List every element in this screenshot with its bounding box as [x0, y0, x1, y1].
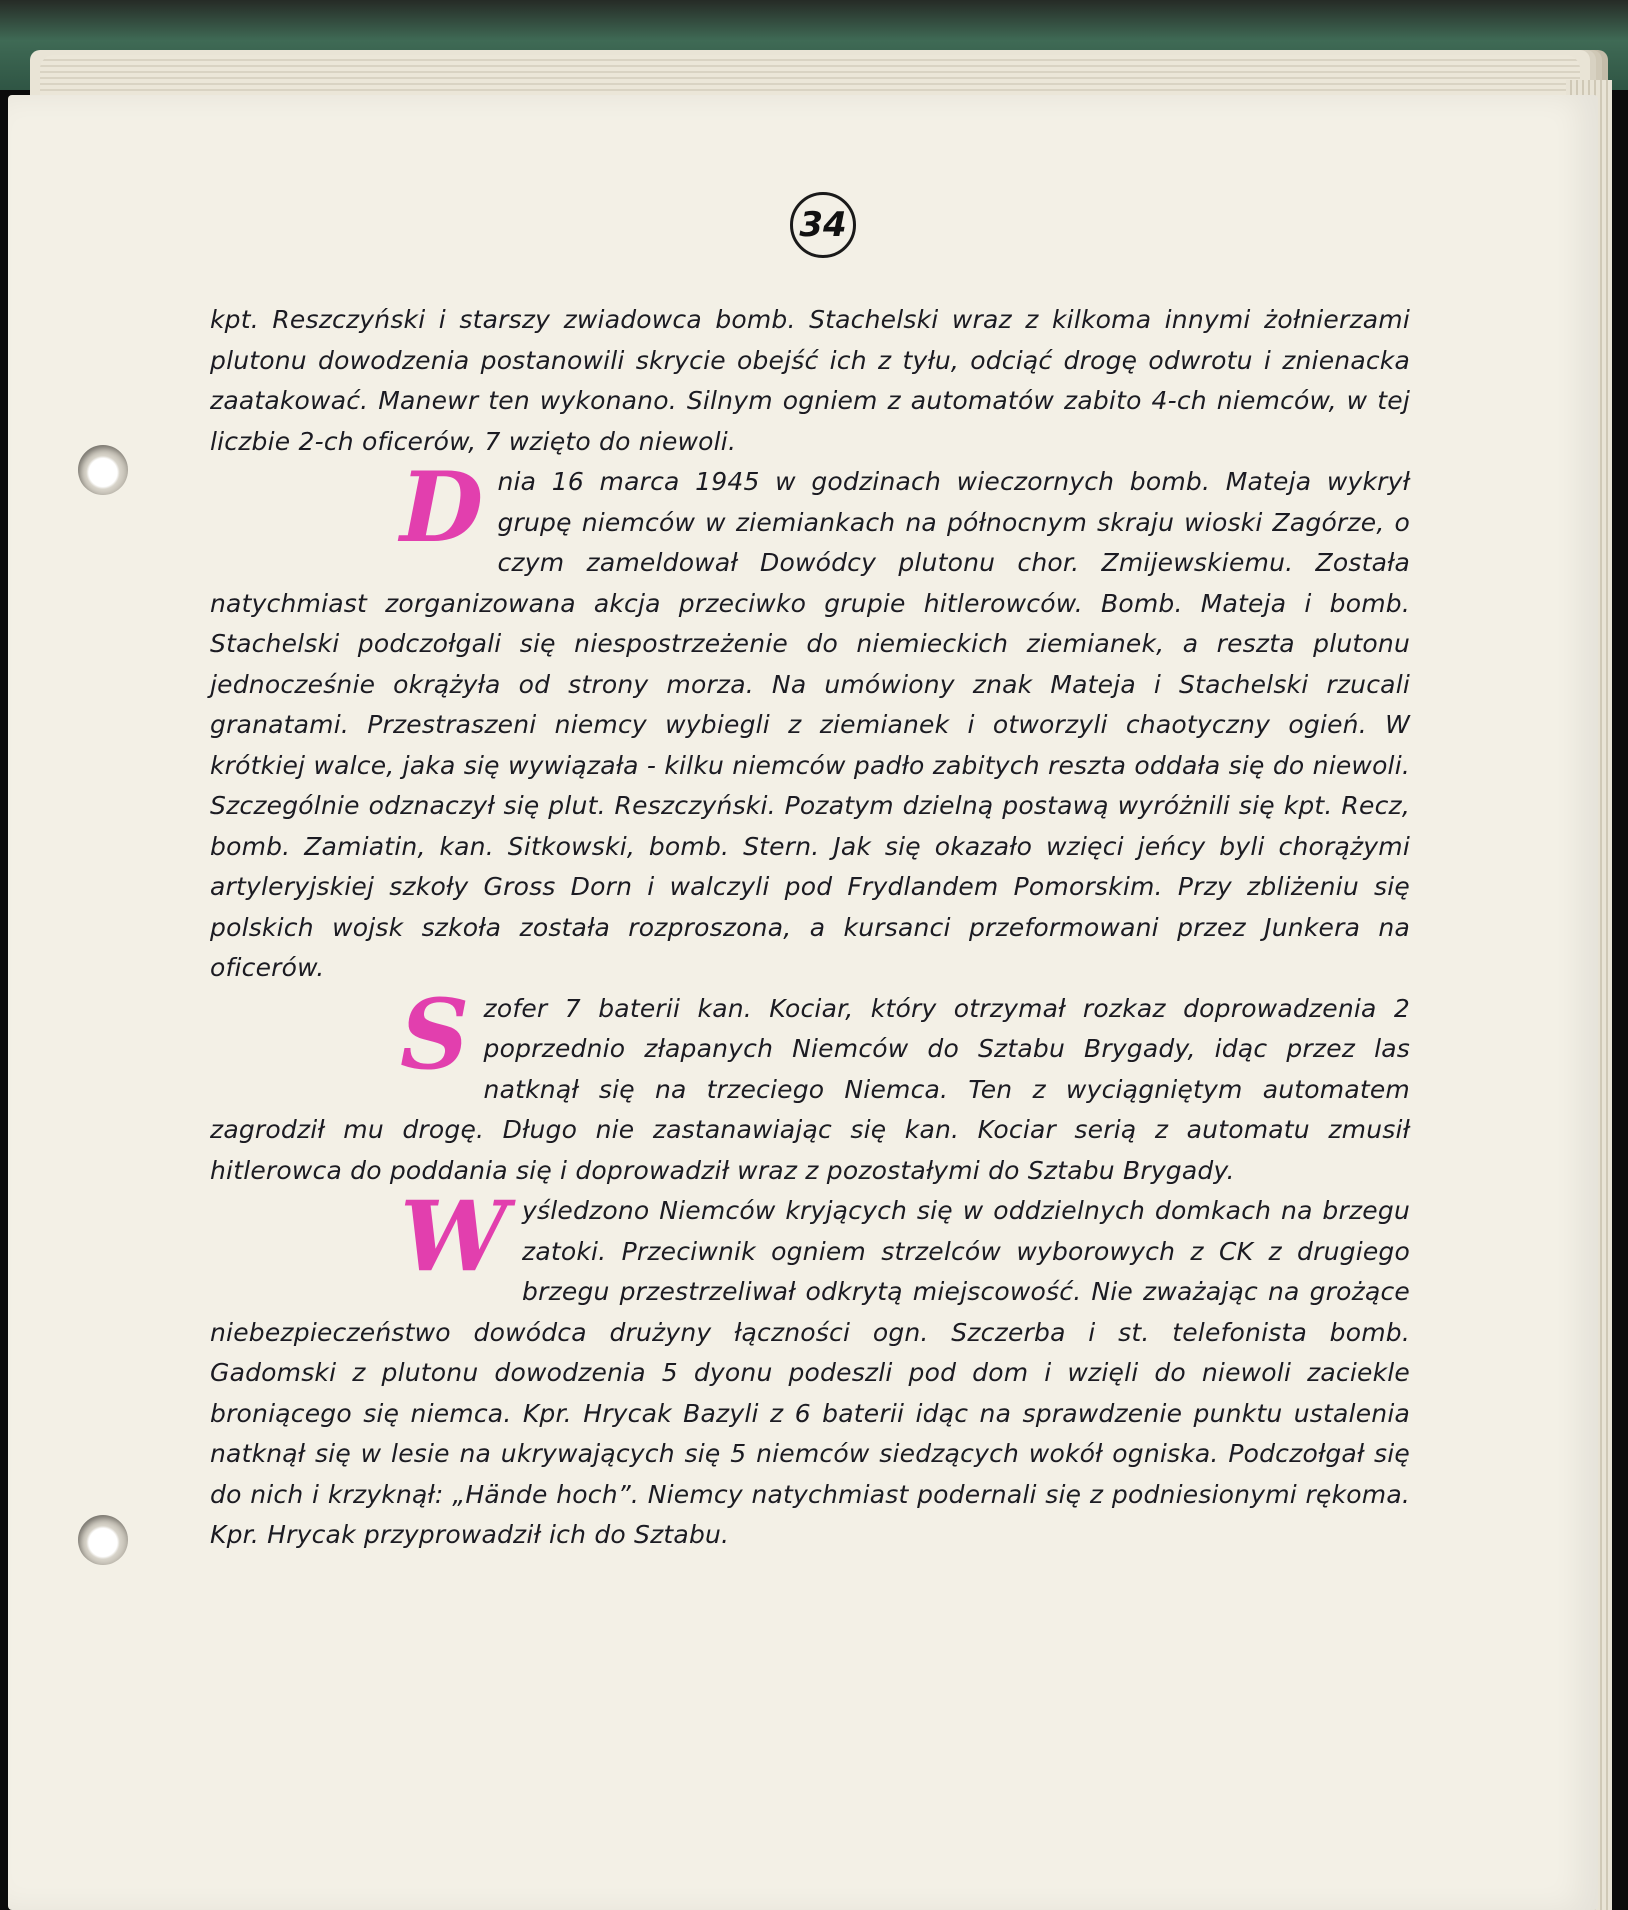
decorative-initial: W [400, 1180, 509, 1293]
decorative-initial: D [400, 451, 484, 564]
paragraph-text: nia 16 marca 1945 w godzinach wieczornych bomb. Mateja wykrył grupę niemców w ziemiankach na północnym skraju wioski Zagórze, o czym zameldował Dowódcy plutonu chor. Zmijewskiemu. Została natychmiast zorganizowana akcja przeciwko grupie hitlerowców. Bomb. Mateja i bomb. Stachelski podczołgali się niespostrzeżenie do niemieckich ziemianek, a reszta plutonu jednocześnie okrążyła od strony morza. Na umówiony znak Mateja i Stachelski rzucali granatami. Przestraszeni niemcy wybiegli z ziemianek i otworzyli chaotyczny ogień. W krótkiej walce, jaka się wywiązała - kilku niemców padło zabitych reszta oddała się do niewoli. Szczególnie odznaczył się plut. Reszczyński. Pozatym dzielną postawą wyróżnili się kpt. Recz, bomb. Zamiatin, kan. Sitkowski, bomb. Stern. Jak się okazało wzięci jeńcy byli chorążymi artyleryjskiej szkoły Gross Dorn i walczyli pod Frydlandem Pomorskim. Przy zbliżeniu się polskich wojsk szkoła została rozproszona, a kursanci przeformowani przez Junkera na oficerów. [210, 467, 1410, 982]
punch-hole-bottom [78, 1515, 128, 1565]
handwritten-text [210, 300, 1410, 1556]
paragraph-4 [210, 1180, 1410, 1556]
punch-hole-top [78, 445, 128, 495]
paragraph-text: yśledzono Niemców kryjących się w oddzielnych domkach na brzegu zatoki. Przeciwnik ogniem strzelców wyborowych z CK z drugiego brzegu przestrzeliwał odkrytą miejscowość. Nie zważając na grożące niebezpieczeństwo dowódca drużyny łączności ogn. Szczerba i st. telefonista bomb. Gadomski z plutonu dowodzenia 5 dyonu podeszli pod dom i wzięli do niewoli zaciekle broniącego się niemca. Kpr. Hrycak Bazyli z 6 baterii idąc na sprawdzenie punktu ustalenia natknął się w lesie na ukrywających się 5 niemców siedzących wokół ogniska. Podczołgał się do nich i krzyknął: „Hände hoch”. Niemcy natychmiast podernali się z podniesionymi rękoma. Kpr. Hrycak przyprowadził ich do Sztabu. [210, 1196, 1410, 1549]
page-number: 34 [790, 192, 856, 258]
paragraph-1 [210, 300, 1410, 462]
paragraph-2 [210, 451, 1410, 989]
paragraph-3 [210, 977, 1410, 1192]
paragraph-text: zofer 7 baterii kan. Kociar, który otrzymał rozkaz doprowadzenia 2 poprzednio złapanych Niemców do Sztabu Brygady, idąc przez las natknął się na trzeciego Niemca. Ten z wyciągniętym automatem zagrodził mu drogę. Długo nie zastanawiając się kan. Kociar serią z automatu zmusił hitlerowca do poddania się i doprowadził wraz z pozostałymi do Sztabu Brygady. [210, 993, 1410, 1185]
decorative-initial: S [400, 977, 470, 1091]
paragraph-text: kpt. Reszczyński i starszy zwiadowca bomb. Stachelski wraz z kilkoma innymi żołnierzami plutonu dowodzenia postanowili skrycie obejść ich z tyłu, odciąć drogę odwrotu i znienacka zaatakować. Manewr ten wykonano. Silnym ogniem z automatów zabito 4-ch niemców, w tej liczbie 2-ch oficerów, 7 wzięto do niewoli. [210, 305, 1410, 456]
